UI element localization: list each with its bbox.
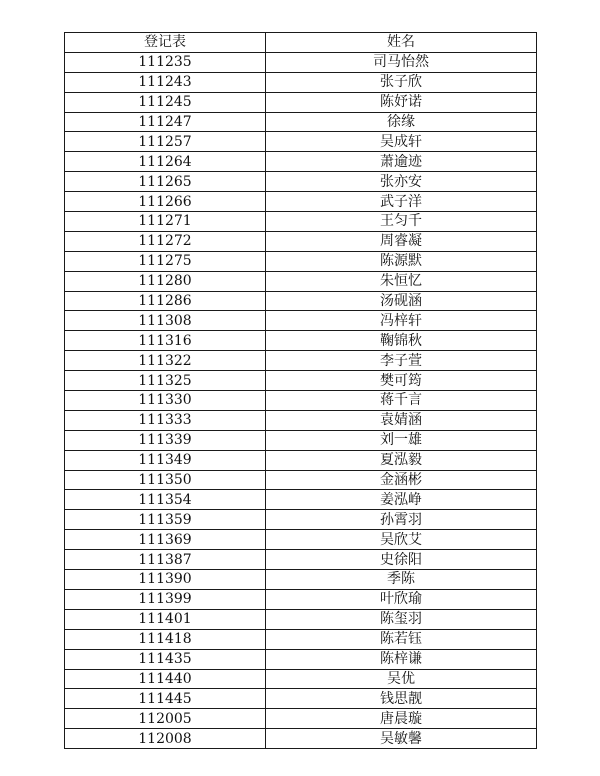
student-name-cell: 吴欣艾 — [266, 530, 537, 550]
registration-number-cell: 111445 — [65, 689, 266, 709]
table-body — [65, 52, 537, 748]
table-row — [65, 271, 537, 291]
student-name-cell: 蒋千言 — [266, 391, 537, 411]
table-row — [65, 589, 537, 609]
student-name-cell: 汤砚涵 — [266, 291, 537, 311]
table-row — [65, 72, 537, 92]
student-name-cell: 吴成轩 — [266, 132, 537, 152]
student-name-cell: 吴敏馨 — [266, 729, 537, 749]
table-row — [65, 52, 537, 72]
table-row — [65, 510, 537, 530]
header-registration: 登记表 — [65, 33, 266, 53]
table-row — [65, 609, 537, 629]
registration-number-cell: 111264 — [65, 152, 266, 172]
student-name-cell: 叶欣瑜 — [266, 589, 537, 609]
registration-number-cell: 111235 — [65, 52, 266, 72]
registration-number-cell: 111399 — [65, 589, 266, 609]
table-row — [65, 231, 537, 251]
registration-number-cell: 111350 — [65, 470, 266, 490]
student-name-cell: 孙霄羽 — [266, 510, 537, 530]
registration-number-cell: 111440 — [65, 669, 266, 689]
table-row — [65, 92, 537, 112]
student-name-cell: 陈妤诺 — [266, 92, 537, 112]
header-name: 姓名 — [266, 33, 537, 53]
student-name-cell: 季陈 — [266, 570, 537, 590]
table-row — [65, 351, 537, 371]
student-name-cell: 陈梓谦 — [266, 649, 537, 669]
table-row — [65, 112, 537, 132]
student-name-cell: 王匀千 — [266, 212, 537, 232]
registration-number-cell: 111369 — [65, 530, 266, 550]
student-name-cell: 张亦安 — [266, 172, 537, 192]
table-row — [65, 391, 537, 411]
table-row — [65, 311, 537, 331]
student-name-cell: 陈玺羽 — [266, 609, 537, 629]
registration-number-cell: 111418 — [65, 629, 266, 649]
registration-table — [64, 32, 537, 749]
registration-number-cell: 111390 — [65, 570, 266, 590]
student-name-cell: 夏泓毅 — [266, 450, 537, 470]
registration-number-cell: 111325 — [65, 371, 266, 391]
registration-number-cell: 111280 — [65, 271, 266, 291]
registration-number-cell: 111435 — [65, 649, 266, 669]
registration-number-cell: 111387 — [65, 550, 266, 570]
student-name-cell: 鞠锦秋 — [266, 331, 537, 351]
registration-number-cell: 111247 — [65, 112, 266, 132]
student-name-cell: 张子欣 — [266, 72, 537, 92]
table-row — [65, 729, 537, 749]
table-row — [65, 550, 537, 570]
registration-number-cell: 111286 — [65, 291, 266, 311]
student-name-cell: 吴优 — [266, 669, 537, 689]
table-row — [65, 430, 537, 450]
table-row — [65, 450, 537, 470]
registration-number-cell: 111257 — [65, 132, 266, 152]
student-name-cell: 唐晨璇 — [266, 709, 537, 729]
registration-number-cell: 111330 — [65, 391, 266, 411]
registration-number-cell: 111401 — [65, 609, 266, 629]
table-row — [65, 371, 537, 391]
table-row — [65, 629, 537, 649]
registration-number-cell: 111349 — [65, 450, 266, 470]
registration-number-cell: 111272 — [65, 231, 266, 251]
registration-number-cell: 111333 — [65, 410, 266, 430]
student-name-cell: 史徐阳 — [266, 550, 537, 570]
registration-number-cell: 111243 — [65, 72, 266, 92]
header-row — [65, 33, 537, 53]
table-row — [65, 172, 537, 192]
registration-number-cell: 111354 — [65, 490, 266, 510]
student-name-cell: 陈源默 — [266, 251, 537, 271]
student-name-cell: 陈若钰 — [266, 629, 537, 649]
student-name-cell: 冯梓轩 — [266, 311, 537, 331]
registration-number-cell: 111245 — [65, 92, 266, 112]
table-row — [65, 570, 537, 590]
table-row — [65, 291, 537, 311]
registration-number-cell: 112005 — [65, 709, 266, 729]
student-name-cell: 钱思靓 — [266, 689, 537, 709]
student-name-cell: 刘一雄 — [266, 430, 537, 450]
student-name-cell: 武子洋 — [266, 192, 537, 212]
registration-number-cell: 111265 — [65, 172, 266, 192]
registration-number-cell: 111266 — [65, 192, 266, 212]
registration-number-cell: 111275 — [65, 251, 266, 271]
table-row — [65, 251, 537, 271]
student-name-cell: 袁婧涵 — [266, 410, 537, 430]
student-name-cell: 李子萱 — [266, 351, 537, 371]
table-row — [65, 530, 537, 550]
table-row — [65, 212, 537, 232]
student-name-cell: 樊可筠 — [266, 371, 537, 391]
student-name-cell: 朱恒忆 — [266, 271, 537, 291]
student-name-cell: 周睿凝 — [266, 231, 537, 251]
student-name-cell: 金涵彬 — [266, 470, 537, 490]
table-row — [65, 132, 537, 152]
registration-number-cell: 111322 — [65, 351, 266, 371]
table-row — [65, 470, 537, 490]
table-row — [65, 649, 537, 669]
table-row — [65, 709, 537, 729]
registration-number-cell: 111316 — [65, 331, 266, 351]
student-name-cell: 萧逾迹 — [266, 152, 537, 172]
registration-number-cell: 111339 — [65, 430, 266, 450]
registration-number-cell: 112008 — [65, 729, 266, 749]
table-row — [65, 669, 537, 689]
table-row — [65, 490, 537, 510]
table-row — [65, 331, 537, 351]
table-row — [65, 152, 537, 172]
table-row — [65, 410, 537, 430]
registration-number-cell: 111308 — [65, 311, 266, 331]
student-name-cell: 姜泓峥 — [266, 490, 537, 510]
table-row — [65, 689, 537, 709]
registration-number-cell: 111271 — [65, 212, 266, 232]
student-name-cell: 司马怡然 — [266, 52, 537, 72]
student-name-cell: 徐缘 — [266, 112, 537, 132]
registration-number-cell: 111359 — [65, 510, 266, 530]
table-row — [65, 192, 537, 212]
